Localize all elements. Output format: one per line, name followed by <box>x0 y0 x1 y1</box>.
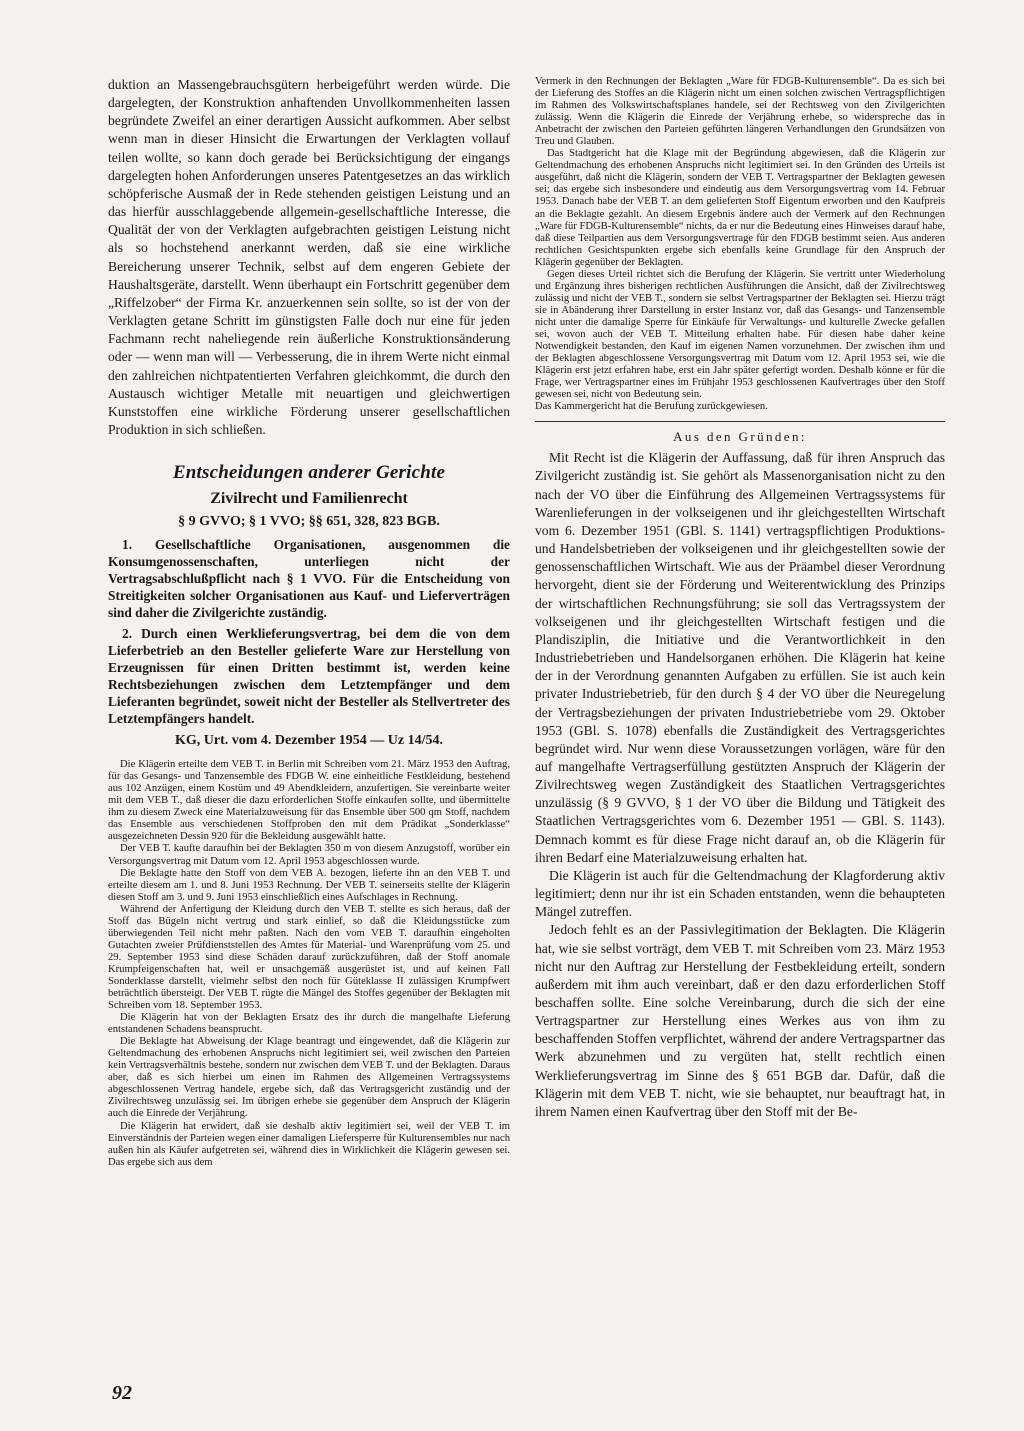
facts-paragraph: Das Stadtgericht hat die Klage mit der Begründung abgewiesen, daß die Klägerin zur Geltendmachung des erhobenen Anspruchs nicht legitimiert sei. In den Gründen des Urteils ist ausgeführt, daß nicht die Klägerin, sondern der VEB T. Vertragspartner der Beklagten gewesen sei; das ergebe sich insbesondere und eindeutig aus dem Versorgungsvertrag vom 14. Februar 1953. Danach habe der VEB T. an dem gelieferten Stoff Eigentum erworben und den Kaufpreis an die Beklagte gezahlt. An diesem Ergebnis ändere auch der Vermerk auf den Rechnungen „Ware für FDGB-Kulturensemble“ nichts, da er nur die Bedeutung eines Hinweises darauf habe, daß diese Teilpartien aus dem Versorgungsvertrage für den FDGB bestimmt seien. Aus anderen rechtlichen Gesichtspunkten ergebe sich ebenfalls keine Grundlage für den Anspruch der Klägerin gegenüber der Beklagten. <box>535 148 945 268</box>
facts-paragraph: Das Kammergericht hat die Berufung zurückgewiesen. <box>535 401 768 413</box>
facts-paragraph: Während der Anfertigung der Kleidung durch den VEB T. stellte es sich heraus, daß der Stoff das Bügeln nicht vertrug und stark einlief, so daß die Kleidungsstücke zum überwiegenden Teil nicht mehr paßten. Nach den vom VEB T. daraufhin eingeholten Gutachten zweier Prüfdienststellen des Amtes für Material- und Warenprüfung vom 25. und 29. September 1953 sind diese Schäden darauf zurückzuführen, daß der Stoff anomale Krumpfeigenschaften hat, weil er unsachgemäß ausgerüstet ist, und auf keinen Fall Sonderklasse darstellt, vielmehr selbst den noch für Güteklasse II zulässigen Krumpfwert beträchtlich übersteigt. Der VEB T. rügte die Mängel des Stoffes gegenüber der Beklagten mit Schreiben vom 18. September 1953. <box>108 903 510 1012</box>
page-number: 92 <box>112 1382 132 1404</box>
reasons-paragraph: Mit Recht ist die Klägerin der Auffassung, daß für ihren Anspruch das Zivilgericht zuständig ist. Sie gehört als Massenorganisation nicht zu den nach der VO über die Einführung des Allgemeinen Vertragssystems für Warenlieferungen in der volkseigenen und ihr gleichgestellten Wirtschaft vom 6. Dezember 1951 (GBl. S. 1141) vertragspflichtigen Produktions- und Handelsbetrieben der volkseigenen und ihr gleichgestellten sowie der genossenschaftlichen Wirtschaft. Wie aus der Präambel dieser Verordnung hervorgeht, dient sie der Förderung und Weiterentwicklung des Prinzips der wirtschaftlichen Rechnungsführung; sie soll das Vertragssystem der volkseigenen und ihr gleichgestellten Wirtschaft festigen und die Plandisziplin, die Initiative und die Verantwortlichkeit in den Industriebetrieben und Handelsorganen erhöhen. Die Klägerin hat keine der in der Verordnung genannten Aufgaben zu erfüllen. Sie ist auch kein privater Industriebetrieb, für den durch § 4 der VO über die Neuregelung der Vertragsbeziehungen der privaten Industriebetriebe vom 29. Oktober 1953 (GBl. S. 1078) ebenfalls die Zuständigkeit des Vertragsgerichtes begründet wird. Nur wenn diese Voraussetzungen vorlägen, wäre für den auf mangelhafte Vertragserfüllung gestützten Anspruch der Klägerin der Zivilrechtsweg wegen Zuständigkeit des Staatlichen Vertragsgerichtes unzulässig (§ 9 GVVO, § 1 der VO über die Bildung und Tätigkeit des Staatlichen Vertragsgerichtes vom 6. Dezember 1951 — GBl. S. 1143). Demnach kommt es für diese Frage nicht darauf an, ob die Klägerin für ihren Bedarf eine Materialzuweisung erhalten hat. <box>535 450 945 865</box>
facts-paragraph: Die Klägerin hat von der Beklagten Ersatz des ihr durch die mangelhafte Lieferung entstandenen Schadens beansprucht. <box>108 1012 510 1036</box>
left-column <box>108 76 510 1169</box>
section-subheading: Zivilrecht und Familienrecht <box>210 490 408 508</box>
facts-paragraph: Die Klägerin hat erwidert, daß sie deshalb aktiv legitimiert sei, weil der VEB T. im Einverständnis der Parteien wegen einer damaligen Liefersperre für Kulturensembles nur nach außen hin als Käufer aufgetreten sei, während dies in Wirklichkeit die Klägerin gewesen sei. Das ergebe sich aus dem <box>108 1120 510 1168</box>
reasons-paragraph: Jedoch fehlt es an der Passivlegitimation der Beklagten. Die Klägerin hat, wie sie selbst vorträgt, dem VEB T. mit Schreiben vom 23. März 1953 nicht nur den Auftrag zur Herstellung der Festbekleidung erteilt, sondern außerdem mit ihm auch vereinbart, daß er den dazu erforderlichen Stoff beschaffen sollte. Eine solche Vereinbarung, durch die sich der eine Vertragspartner zur Herstellung eines Werkes aus von ihm zu beschaffenden Stoffen verpflichtet, während der andere Vertragspartner das Werk abzunehmen und zu vergüten hat, stellt rechtlich einen Werklieferungsvertrag im Sinne des § 651 BGB dar. Dafür, daß die Klägerin mit dem VEB T. nicht, wie sie behauptet, nur beauftragt hat, in ihrem Namen einen Kaufvertrag über den Stoff mit der Be- <box>535 922 945 1119</box>
court-citation: KG, Urt. vom 4. Dezember 1954 — Uz 14/54. <box>174 733 444 749</box>
section-divider <box>535 421 945 422</box>
reasons-paragraph: Die Klägerin ist auch für die Geltendmachung der Klagforderung aktiv legitimiert; denn nur ihr ist ein Schaden entstanden, wenn die behaupteten Mängel zutreffen. <box>535 867 945 920</box>
facts-paragraph: Vermerk in den Rechnungen der Beklagten „Ware für FDGB-Kulturensemble“. Da es sich bei der Lieferung des Stoffes an die Klägerin nicht um einen solchen zwischen Vertragspflichtigen im Rahmen des Volkswirtschaftsplanes handele, sei der Rechtsweg von den Zivilgerichten zulässig. Wenn die Klägerin die Einrede der Verjährung erhebe, so widerspreche das in Anbetracht der zwischen den Parteien geführten längeren Verhandlungen den Grundsätzen von Treu und Glauben. <box>535 76 945 148</box>
headnote-2: 2. Durch einen Werklieferungsvertrag, bei dem die von dem Lieferbetrieb an den Besteller gelieferte Ware zur Herstellung von Erzeugnissen für einen Dritten bestimmt ist, werden keine Rechtsbeziehungen zwischen dem Letztempfänger und dem Lieferanten begründet, soweit nicht der Besteller als Stellvertreter des Letztempfängers handelt. <box>108 626 510 727</box>
right-column <box>535 76 945 1121</box>
section-rubric: Entscheidungen anderer Gerichte <box>172 462 446 484</box>
facts-paragraph: Der VEB T. kaufte daraufhin bei der Beklagten 350 m von diesem Anzugstoff, worüber ein Versorgungsvertrag mit Datum vom 12. April 1953 abgeschlossen wurde. <box>108 843 510 867</box>
facts-paragraph: Die Beklagte hatte den Stoff von dem VEB A. bezogen, lieferte ihn an den VEB T. und erteilte diesem am 1. und 8. Juni 1953 Rechnung. Der VEB T. seinerseits stellte der Klägerin diesen Stoff am 3. und 9. Juni 1953 einschließlich eines Aufschlages in Rechnung. <box>108 867 510 903</box>
facts-paragraph: Gegen dieses Urteil richtet sich die Berufung der Klägerin. Sie vertritt unter Wiederholung und Ergänzung ihres bisherigen rechtlichen Ausführungen die Ansicht, daß der Zivilrechtsweg zulässig und nicht der VEB T., sondern sie selbst Vertragspartner der Beklagten sei. Hierzu trägt sie in Abänderung ihrer Darstellung in erster Instanz vor, daß das Gesangs- und Tanzensemble nicht unter die damalige Sperre für Einkäufe für Verwaltungs- und kulturelle Zwecke gefallen sei, wovon auch der VEB T. Mitteilung erhalten habe. Für diesen habe daher keine Notwendigkeit bestanden, den Kauf im eigenen Namen vorzunehmen. Der zwischen ihm und der Beklagten abgeschlossene Versorgungsvertrag mit Datum vom 12. April 1953 sei, wie die Klägerin erst jetzt erfahren habe, erst ein Jahr später gefertigt worden. Deshalb könne er für die Frage, wer Vertragspartner eines im Frühjahr 1953 geschlossenen Kaufvertrages über den Stoff gewesen sei, nicht von Bedeutung sein. <box>535 268 945 401</box>
reasons-heading: Aus den Gründen: <box>673 429 807 445</box>
facts-paragraph: Die Klägerin erteilte dem VEB T. in Berlin mit Schreiben vom 21. März 1953 den Auftrag, für das Gesangs- und Tanzensemble des FDGB W. eine einheitliche Festkleidung, bestehend aus 102 Anzügen, einem Kostüm und 49 Abendkleidern, anzufertigen. Sie vereinbarte weiter mit dem VEB T., daß dieser die dazu erforderlichen Stoffe einkaufen sollte, und übermittelte ihm zu diesem Zweck eine Materialzuweisung für das Ensemble über 500 qm Stoff, nachdem das Ensemble aus verschiedenen Stoffproben den mit dem Prädikat „Sonderklasse“ ausgezeichneten Dessin 920 für die Bekleidung ausgewählt hatte. <box>108 759 510 843</box>
legal-norms: § 9 GVVO; § 1 VVO; §§ 651, 328, 823 BGB. <box>178 514 440 530</box>
facts-paragraph: Die Beklagte hat Abweisung der Klage beantragt und eingewendet, daß die Klägerin zur Geltendmachung des erhobenen Anspruchs nicht legitimiert sei, weil zwischen den Parteien kein Vertragsverhältnis bestehe, sondern nur zwischen dem VEB T. und der Beklagten. Daraus aber, daß es sich hierbei um einen im Rahmen des Allgemeinen Vertragssystems abgeschlossenen Vertrag handele, ergebe sich, daß das Vertragsgericht zuständig und der Zivilrechtsweg unzulässig sei. Im übrigen erhebe sie gegenüber dem Anspruch der Klägerin auch die Einrede der Verjährung. <box>108 1036 510 1120</box>
headnote-1: 1. Gesellschaftliche Organisationen, ausgenommen die Konsumgenossenschaften, unterliegen nicht der Vertragsabschlußpflicht nach § 1 VVO. Für die Entscheidung von Streitigkeiten solcher Organisationen aus Kauf- und Lieferverträgen sind daher die Zivilgerichte zuständig. <box>108 537 510 621</box>
continuation-paragraph: duktion an Massengebrauchsgütern herbeigeführt werden würde. Die dargelegten, der Konstruktion anhaftenden Unvollkommenheiten lassen begründete Zweifel an einer derartigen Aussicht aufkommen. Aber selbst wenn man in dieser Hinsicht die Erwartungen der Verklagten vollauf teilen wollte, so kann doch gerade bei Berücksichtigung der eingangs dargelegten hohen Anforderungen unseres Patentgesetzes an das wirklich schöpferische Ausmaß der in Rede stehenden geistigen Leistung und an das hierfür ausschlaggebende allgemein-gesellschaftliche Interesse, die Qualität der von der Verklagten aufgebrachten geistigen Leistung nicht als so hochstehend anerkannt werden, daß sie eine wirkliche Bereicherung unserer Technik, selbst auf dem engeren Gebiete der Haushaltsgeräte, darstellt. Wenn überhaupt ein Fortschritt gegenüber dem „Riffelzober“ der Firma Kr. anzuerkennen sein sollte, so ist der von der Verklagten getane Schritt im günstigsten Falle doch nur eine für jeden Fachmann recht naheliegende rein äußerliche Konstruktionsänderung oder — wenn man will — Verbesserung, die in ihrem Werte nicht einmal den zahlreichen nichtpatentierten Verfahren gleichkommt, die durch den Austausch wichtiger Metalle mit neuartigen und gleichwertigen Kunststoffen eine wirkliche Förderung unserer gesellschaftlichen Produktion in sich schließen. <box>108 77 510 437</box>
